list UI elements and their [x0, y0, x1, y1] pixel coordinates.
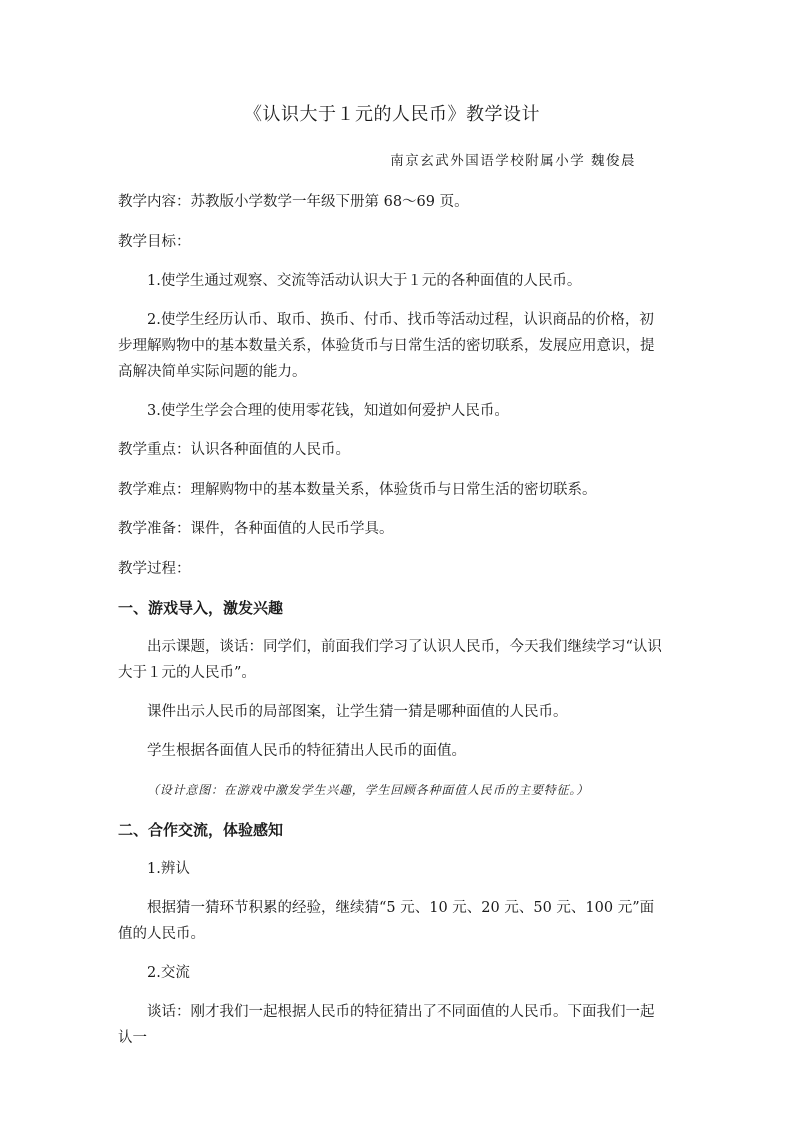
- teaching-goals-label: 教学目标：: [118, 234, 191, 250]
- teaching-difficulty: 教学难点：理解购物中的基本数量关系，体验货币与日常生活的密切联系。: [118, 482, 597, 498]
- section-2-heading: 二、合作交流，体验感知: [118, 821, 284, 839]
- section-2-paragraph-1: 根据猜一猜环节积累的经验，继续猜“5 元、10 元、20 元、50 元、100 元”面值的人民币。: [118, 900, 655, 942]
- section-2-paragraph-2: 谈话：刚才我们一起根据人民币的特征猜出了不同面值的人民币。下面我们一起认一: [118, 1004, 655, 1046]
- goal-item-2: 2.使学生经历认币、取币、换币、付币、找币等活动过程，认识商品的价格，初步理解购物中的基本数量关系，体验货币与日常生活的密切联系，发展应用意识，提高解决简单实际问题的能力。: [118, 312, 655, 380]
- goal-item-3: 3.使学生学会合理的使用零花钱，知道如何爱护人民币。: [147, 403, 509, 419]
- document-title: 《认识大于１元的人民币》教学设计: [244, 104, 540, 125]
- section-2-sub-1: 1.辨认: [147, 861, 190, 877]
- section-1-paragraph-2: 课件出示人民币的局部图案，让学生猜一猜是哪种面值的人民币。: [147, 704, 568, 720]
- teaching-key-point: 教学重点：认识各种面值的人民币。: [118, 442, 350, 458]
- document-author: 南京玄武外国语学校附属小学 魏俊晨: [390, 153, 636, 169]
- goal-item-1: 1.使学生通过观察、交流等活动认识大于１元的各种面值的人民币。: [147, 273, 582, 289]
- section-1-paragraph-1: 出示课题，谈话：同学们，前面我们学习了认识人民币，今天我们继续学习“认识大于１元的人民币”。: [118, 639, 662, 681]
- teaching-content: 教学内容：苏教版小学数学一年级下册第 68～69 页。: [118, 194, 469, 210]
- teaching-process-label: 教学过程：: [118, 561, 191, 577]
- teaching-preparation: 教学准备：课件，各种面值的人民币学具。: [118, 521, 394, 537]
- section-1-paragraph-3: 学生根据各面值人民币的特征猜出人民币的面值。: [147, 743, 466, 759]
- section-1-design-note: （设计意图：在游戏中激发学生兴趣，学生回顾各种面值人民币的主要特征。）: [147, 783, 590, 797]
- section-1-heading: 一、游戏导入，激发兴趣: [118, 599, 284, 617]
- section-2-sub-2: 2.交流: [147, 965, 190, 981]
